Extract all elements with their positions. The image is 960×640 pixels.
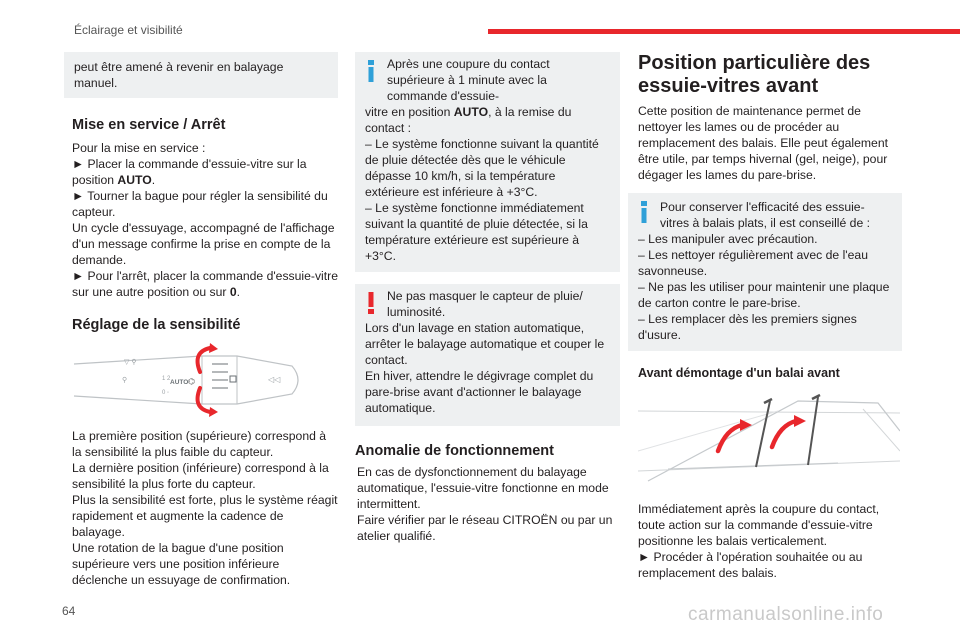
info-note-box — [355, 52, 620, 272]
watermark-text: carmanualsonline.info — [688, 604, 884, 625]
mise-text-1: Pour la mise en service : — [72, 141, 206, 155]
warning-note-first: Ne pas masquer le capteur de pluie/ luminosité. — [387, 289, 583, 319]
heading-anomalie: Anomalie de fonctionnement — [355, 443, 554, 459]
svg-text:▽ ⚲: ▽ ⚲ — [124, 359, 137, 366]
column-right — [628, 52, 902, 581]
svg-text:⚲: ⚲ — [122, 377, 128, 384]
mise-text-2: ► Placer la commande d'essuie-vitre sur la position AUTO. — [72, 157, 307, 187]
column-left — [64, 52, 338, 588]
header-accent-bar — [488, 29, 960, 34]
reglage-text: La première position (supérieure) correspond à la sensibilité la plus faible du capteur. La dernière position (inférieure) correspond à la sensibilité la plus forte du capteur. Plus la sensibilité est forte, plus le système réagit rapidement et augmente la cadence de balayage. Une rotation de la bague d'une position supérieure vers une position inférieure déclenche un essuyage de confirmation. — [72, 429, 338, 587]
info-note-box-right — [628, 193, 902, 351]
page-number: 64 — [62, 604, 76, 618]
svg-text:◁◁: ◁◁ — [268, 375, 281, 384]
heading-position-particuliere: Position particulière des essuie-vitres avant — [638, 52, 871, 97]
info-note-right-dash-3: – Ne pas les utiliser pour maintenir une plaque de carton contre le pare-brise. — [638, 280, 890, 310]
heading-mise-en-service: Mise en service / Arrêt — [72, 117, 226, 133]
position-text: Cette position de maintenance permet de nettoyer les lames ou de procéder au remplacement des balais. Elle peut également être utile, par temps hivernal (gel, neige), pour dégager les lames du pare-brise. — [638, 104, 888, 182]
info-note-dash-2: – Le système fonctionne immédiatement suivant la quantité de pluie détectée, si la température extérieure est supérieure à +3°C. — [365, 201, 588, 263]
info-note-right-dash-2: – Les nettoyer régulièrement avec de l'eau savonneuse. — [638, 248, 868, 278]
header-title: Éclairage et visibilité — [74, 23, 183, 37]
info-note-right-dash-1: – Les manipuler avec précaution. — [638, 232, 818, 246]
info-note-dash-1: – Le système fonctionne suivant la quantité de pluie détectée dès que le véhicule dépasse 10 km/h, si la température extérieure est inférieure à +3°C. — [365, 137, 599, 199]
info-note-first: Après une coupure du contact supérieure à 1 minute avec la commande d'essuie- — [387, 57, 550, 103]
reglage-body — [64, 428, 338, 588]
mise-en-service-body — [64, 140, 338, 300]
wiper-stalk-illustration — [64, 342, 338, 418]
continuation-text: peut être amené à revenir en balayage manuel. — [74, 60, 284, 90]
windshield-wipers-illustration — [628, 391, 902, 491]
stalk-auto-label: AUTO — [170, 379, 189, 386]
info-icon — [640, 201, 648, 223]
svg-text:1 2: 1 2 — [162, 376, 171, 382]
anomalie-text: En cas de dysfonctionnement du balayage automatique, l'essuie-vitre fonctionne en mode intermittent. Faire vérifier par le réseau CITROËN ou par un atelier qualifié. — [357, 465, 613, 543]
avant-demontage-text: Immédiatement après la coupure du contact, toute action sur la commande d'essuie-vitre positionne les balais verticalement. ► Procéder à l'opération souhaitée ou au remplacement des balais. — [638, 502, 880, 580]
mise-text-3: ► Tourner la bague pour régler la sensibilité du capteur. — [72, 189, 328, 219]
heading-reglage-sensibilite: Réglage de la sensibilité — [72, 317, 241, 333]
info-note-continue: vitre en position AUTO, à la remise du contact : — [365, 105, 572, 135]
svg-text:0 ◦: 0 ◦ — [162, 390, 170, 396]
warning-icon — [367, 292, 375, 314]
info-note-right-dash-4: – Les remplacer dès les premiers signes d'usure. — [638, 312, 857, 342]
info-icon — [367, 60, 375, 82]
warning-note-box — [355, 284, 620, 426]
column-middle — [355, 52, 620, 544]
mise-text-5: ► Pour l'arrêt, placer la commande d'essuie-vitre sur une autre position ou sur 0. — [72, 269, 338, 299]
continuation-box — [64, 52, 338, 98]
heading-avant-demontage: Avant démontage d'un balai avant — [638, 366, 840, 380]
mise-text-4: Un cycle d'essuyage, accompagné de l'affichage d'un message confirme la prise en compte de la demande. — [72, 221, 335, 267]
warning-note-rest: Lors d'un lavage en station automatique, arrêter le balayage automatique et couper le contact. En hiver, attendre le dégivrage complet du pare-brise avant d'actionner le balayage automatique. — [365, 321, 605, 415]
info-note-right-first: Pour conserver l'efficacité des essuie-vitres à balais plats, il est conseillé de : — [660, 200, 870, 230]
svg-text:⌬: ⌬ — [188, 377, 195, 386]
